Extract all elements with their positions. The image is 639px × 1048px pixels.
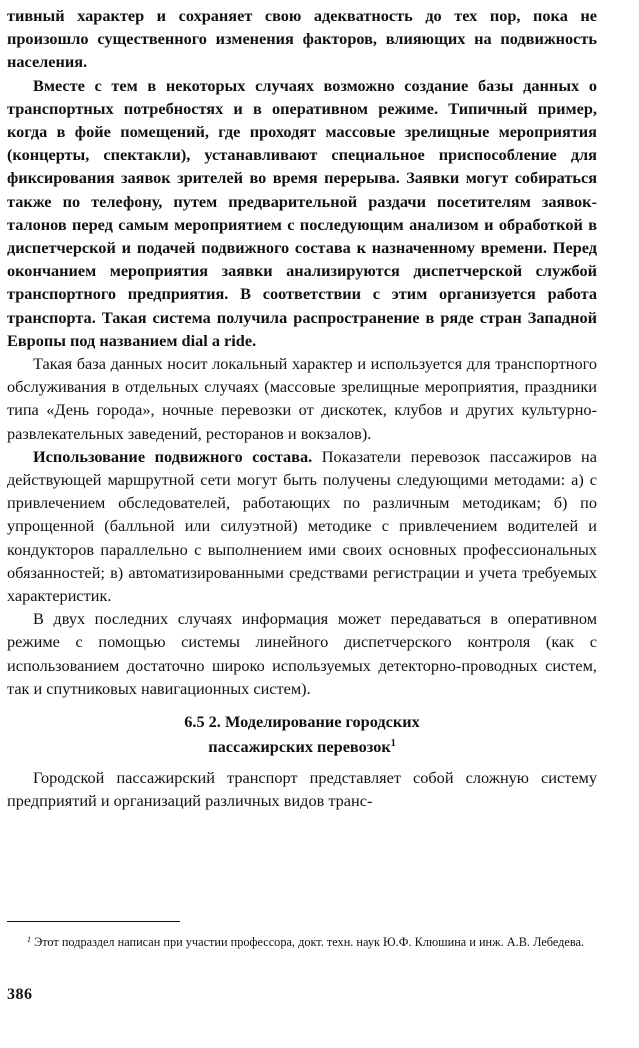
footnote-divider xyxy=(7,921,180,922)
page-number: 386 xyxy=(7,986,33,1003)
section-heading-line2: пассажирских перевозок$^1$ xyxy=(208,737,396,757)
paragraph-urban-transport: Городской пассажирский транспорт представляет собой сложную систему предприятий и организаций различных видов транс- xyxy=(7,768,597,811)
section-heading xyxy=(7,711,597,758)
paragraph-rolling-stock xyxy=(7,445,597,607)
footnote-mark: 1 xyxy=(27,935,31,944)
paragraph-database-operational: Вместе с тем в некоторых случаях возможно создание базы данных о транспортных потребностях и в оперативном режиме. Типичный пример, когда в фойе помещений, где проходят массовые зрелищные мероприятия (концерты, спектакли), устанавливают специальное приспособление для фиксирования заявок зрителей во время перерыва. Заявки могут собираться также по телефону, путем предварительной раздачи посетителям заявок-талонов перед самым мероприятием с последующим анализом и обработкой в диспетчерской и подачей подвижного состава к назначенному времени. Перед окончанием мероприятия заявки анализируются диспетчерской службой транспортного предприятия. В соответствии с этим организуется работа транспорта. Такая система получила распространение в ряде стран Западной Европы под названием dial a ride. xyxy=(7,75,597,350)
runin-heading: Использование подвижного состава. xyxy=(33,446,313,466)
footnote-text: Этот подраздел написан при участии профессора, докт. техн. наук Ю.Ф. Клюшина и инж. А.В. Лебедева. xyxy=(34,935,585,949)
paragraph-continuation: тивный характер и сохраняет свою адекватность до тех пор, пока не произошло существенного изменения факторов, влияющих на подвижность населения. xyxy=(7,6,597,72)
paragraph-operational-transfer: В двух последних случаях информация может передаваться в оперативном режиме с помощью системы линейного диспетчерского контроля (как с использованием достаточно широко используемых детекторно-проводных систем, так и спутниковых навигационных систем). xyxy=(7,609,597,698)
paragraph-rolling-stock-body: Показатели перевозок пассажиров на действующей маршрутной сети могут быть получены следующими методами: а) с привлечением обследователей, работающих по различным методикам; б) по упрощенной (балльной или силуэтной) методике с привлечением водителей и кондукторов параллельно с выполнением ими своих основных профессиональных обязанностей; в) автоматизированными средствами регистрации и учета требуемых характеристик. xyxy=(7,446,597,606)
page-body xyxy=(7,4,597,813)
section-heading-line1: 6.5 2. Моделирование городских xyxy=(184,712,420,732)
footnote xyxy=(7,930,597,952)
footnote-reference: 1 xyxy=(390,738,396,750)
paragraph-local-database: Такая база данных носит локальный характер и используется для транспортного обслуживания в отдельных случаях (массовые зрелищные мероприятия, праздники типа «День города», ночные перевозки от дискотек, клубов и других культурно-развлекательных заведений, ресторанов и вокзалов). xyxy=(7,354,597,443)
